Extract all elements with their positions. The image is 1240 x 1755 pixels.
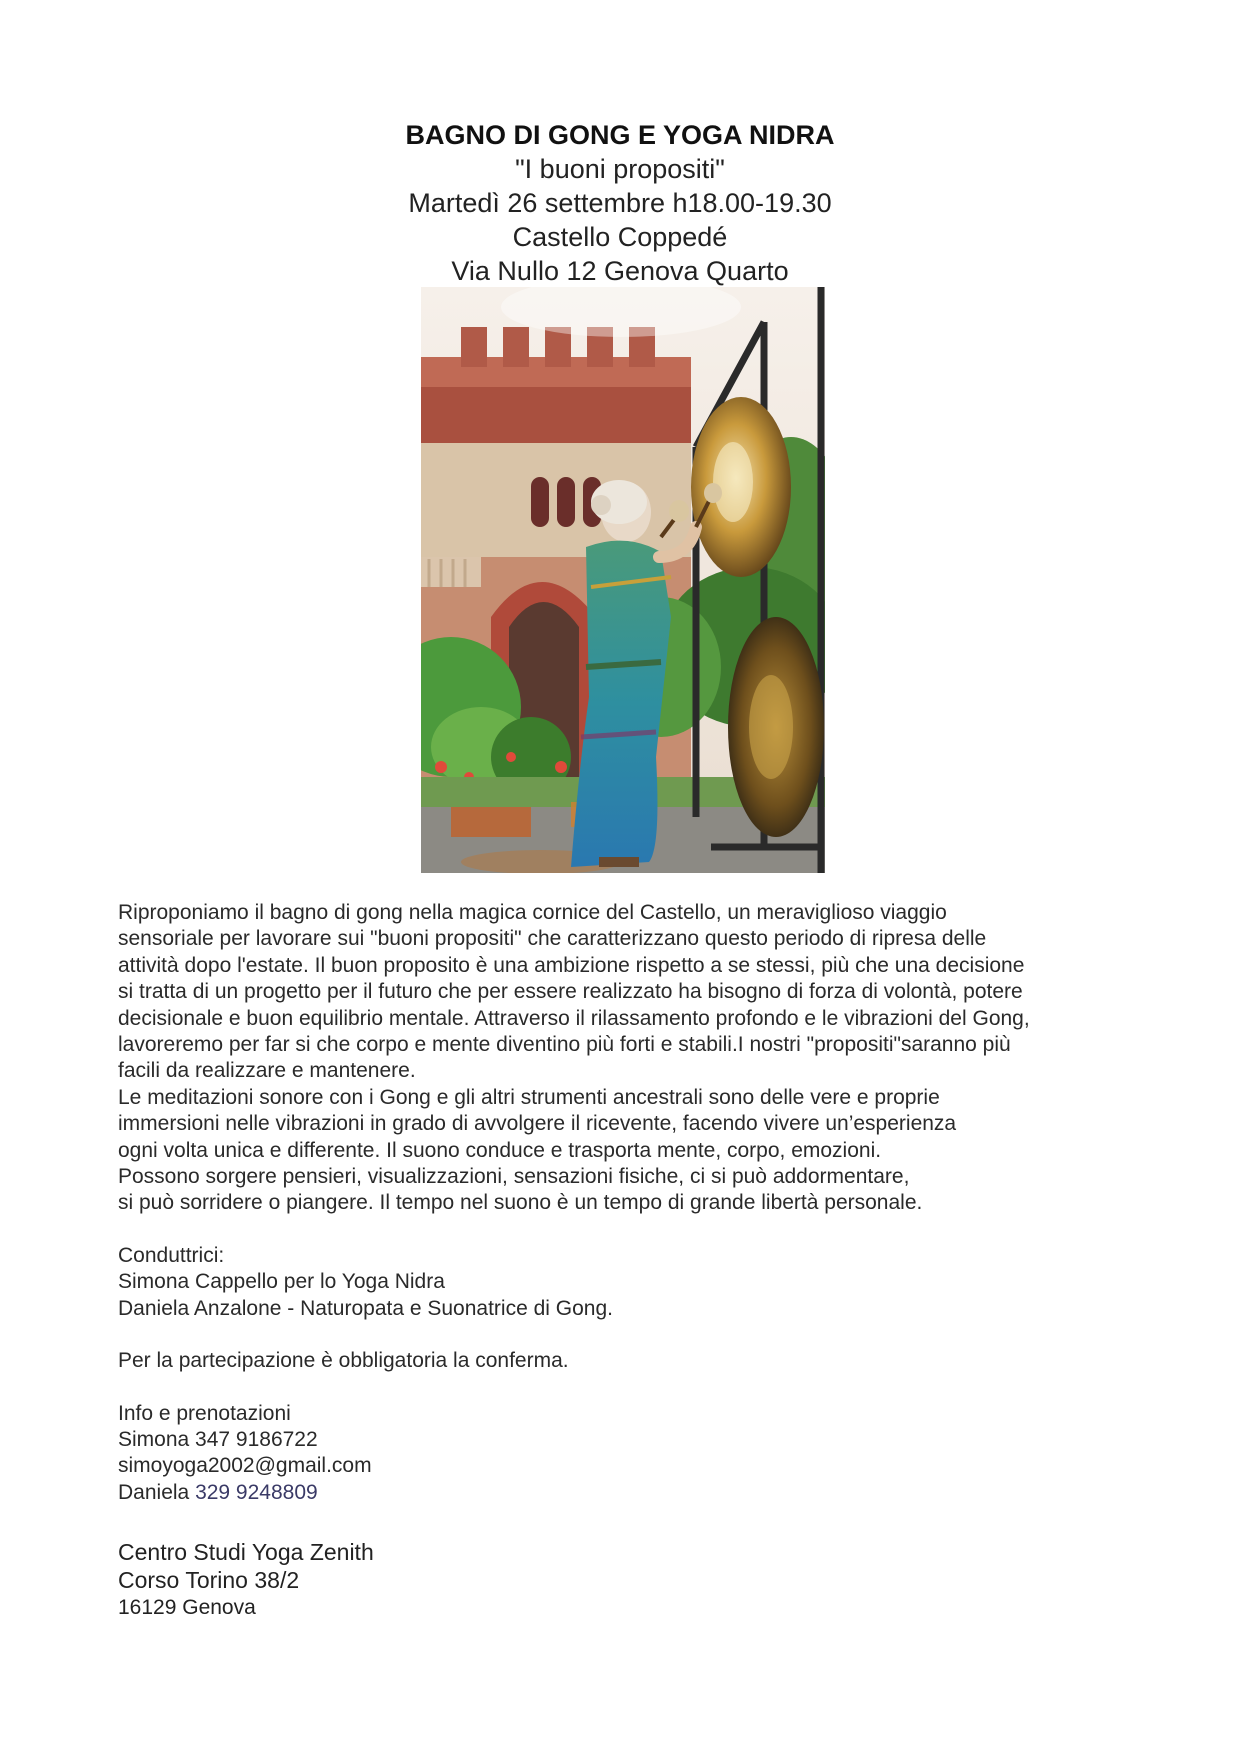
description-paragraph-1-line-2: sensoriale per lavorare sui "buoni propositi" che caratterizzano questo periodo di ripresa delle [118, 927, 987, 951]
description-paragraph-3-line-2: si può sorridere o piangere. Il tempo nel suono è un tempo di grande libertà personale. [118, 1191, 923, 1215]
conductor-1: Simona Cappello per lo Yoga Nidra [118, 1270, 445, 1294]
organizer-street: Corso Torino 38/2 [118, 1567, 300, 1593]
description-paragraph-1-line-1: Riproponiamo il bagno di gong nella magica cornice del Castello, un meraviglioso viaggio [118, 901, 947, 924]
description-paragraph-1-line-6: lavoreremo per far si che corpo e mente diventino più forti e stabili.I nostri "propositi"saranno più [118, 1033, 1011, 1057]
contact-email[interactable]: simoyoga2002@gmail.com [118, 1454, 372, 1478]
description-paragraph-2-line-1: Le meditazioni sonore con i Gong e gli altri strumenti ancestrali sono delle vere e proprie [118, 1085, 940, 1109]
event-venue: Castello Coppedé [512, 222, 728, 252]
conductors-label: Conduttrici: [118, 1243, 225, 1267]
event-title: BAGNO DI GONG E YOGA NIDRA [405, 120, 835, 150]
event-address: Via Nullo 12 Genova Quarto [451, 256, 789, 286]
event-description [118, 900, 1124, 1506]
event-datetime: Martedì 26 settembre h18.00-19.30 [408, 188, 832, 218]
contact-daniela-name: Daniela [118, 1480, 190, 1504]
description-paragraph-3-line-1: Possono sorgere pensieri, visualizzazioni, sensazioni fisiche, ci si può addormentare, [118, 1165, 910, 1189]
description-paragraph-1-line-4: si tratta di un progetto per il futuro che per essere realizzato ha bisogno di forza di volontà, potere [118, 980, 1023, 1004]
confirmation-note: Per la partecipazione è obbligatoria la conferma. [118, 1349, 569, 1373]
organizer-info [118, 1538, 918, 1622]
contact-daniela-phone[interactable]: 329 9248809 [195, 1480, 318, 1504]
contact-simona: Simona 347 9186722 [118, 1427, 318, 1451]
organizer-city: 16129 Genova [118, 1596, 256, 1619]
description-paragraph-1-line-5: decisionale e buon equilibrio mentale. Attraverso il rilassamento profondo e le vibrazioni del Gong, [118, 1006, 1030, 1030]
castle-windows [531, 477, 601, 527]
organizer-name: Centro Studi Yoga Zenith [118, 1539, 374, 1565]
event-photo [421, 287, 825, 873]
contact-daniela [118, 1480, 1124, 1506]
description-paragraph-2-line-3: ogni volta unica e differente. Il suono conduce e trasporta mente, corpo, emozioni. [118, 1138, 882, 1162]
description-paragraph-2-line-2: immersioni nelle vibrazioni in grado di avvolgere il ricevente, facendo vivere un’esperienza [118, 1112, 957, 1136]
info-label: Info e prenotazioni [118, 1401, 291, 1425]
description-paragraph-1-line-3: attività dopo l'estate. Il buon proposito è una ambizione rispetto a se stessi, più che una decisione [118, 953, 1025, 977]
description-paragraph-1-line-7: facili da realizzare e mantenere. [118, 1059, 416, 1083]
event-header [0, 118, 1240, 288]
woman-playing-gong-icon [421, 287, 825, 873]
event-subtitle: "I buoni propositi" [515, 154, 725, 184]
conductor-2: Daniela Anzalone - Naturopata e Suonatrice di Gong. [118, 1296, 613, 1320]
